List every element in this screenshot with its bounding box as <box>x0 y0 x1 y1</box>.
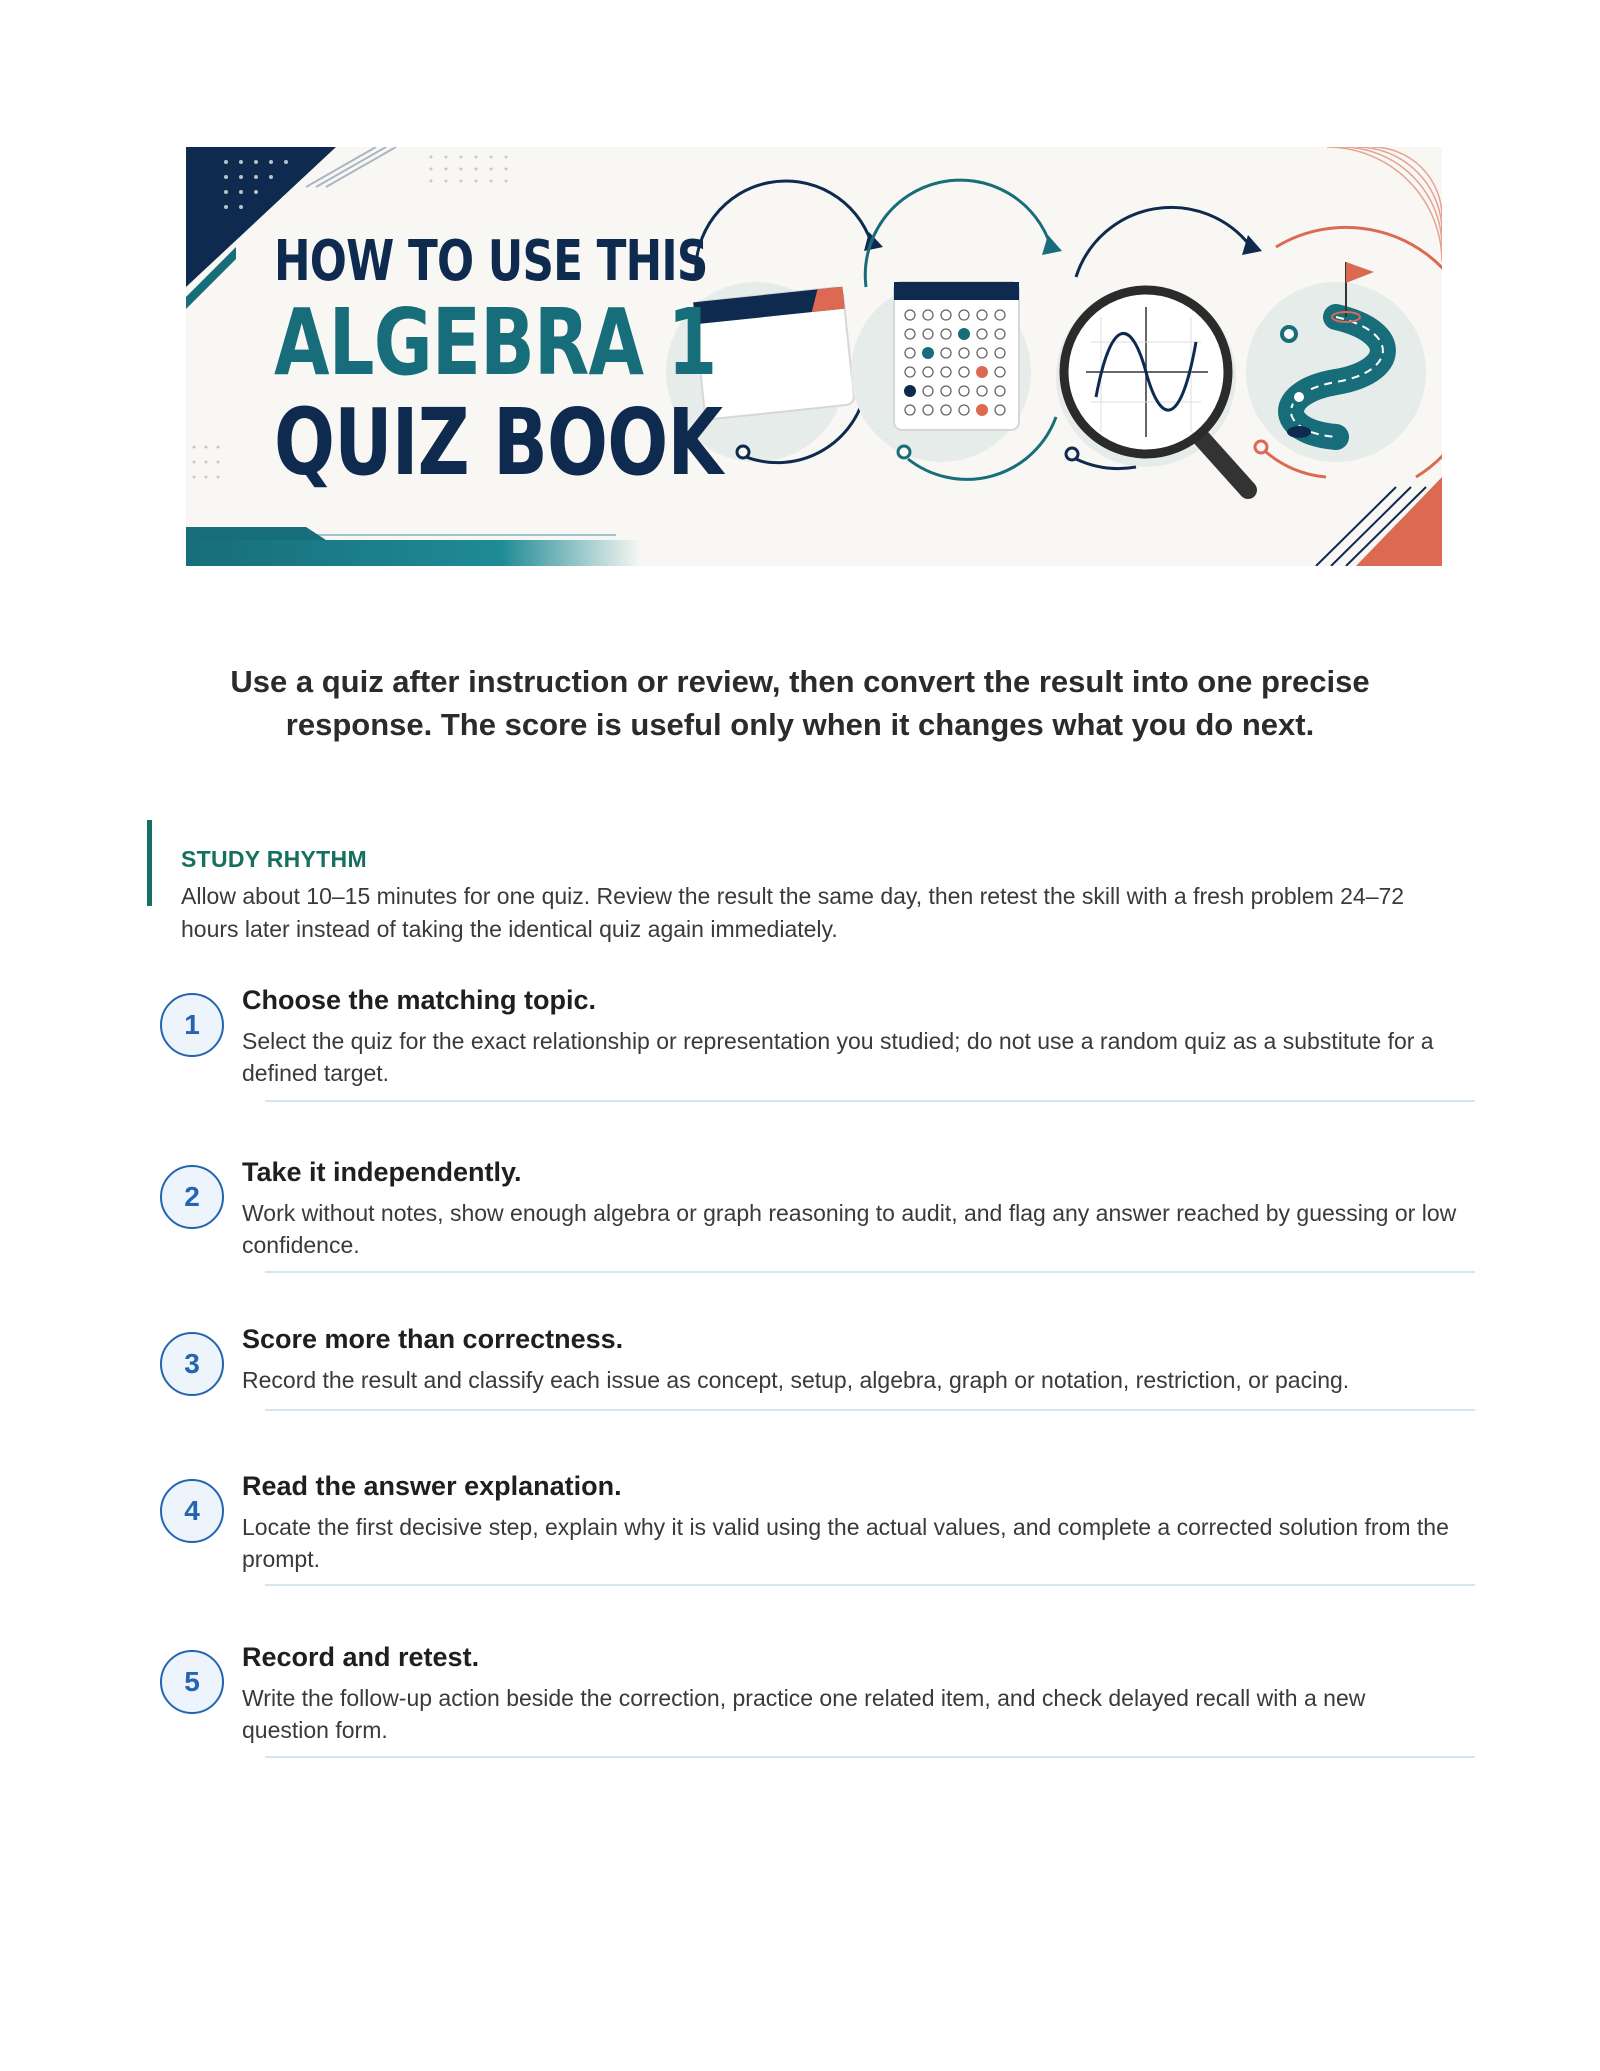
step-divider <box>265 1271 1475 1273</box>
step-number-badge: 1 <box>160 993 224 1057</box>
step-title: Read the answer explanation. <box>242 1471 622 1501</box>
step-title: Score more than correctness. <box>242 1324 624 1354</box>
step-body: Work without notes, show enough algebra or graph reasoning to audit, and flag any answer reached by guessing or low confidence. <box>242 1200 1457 1258</box>
step-divider <box>265 1409 1475 1411</box>
step-number-badge: 3 <box>160 1332 224 1396</box>
banner-title-line1: HOW TO USE THIS <box>274 229 708 294</box>
step-divider <box>265 1584 1475 1586</box>
step-body: Record the result and classify each issue as concept, setup, algebra, graph or notation, restriction, or pacing. <box>242 1367 1350 1393</box>
study-rhythm-label: STUDY RHYTHM <box>181 846 367 872</box>
step-title: Record and retest. <box>242 1642 480 1672</box>
step-title: Choose the matching topic. <box>242 985 597 1015</box>
step-number-badge: 5 <box>160 1650 224 1714</box>
winding-path-flag-icon <box>1246 227 1442 477</box>
banner-title-line2: ALGEBRA 1 <box>274 289 717 396</box>
study-rhythm-body: Allow about 10–15 minutes for one quiz. Review the result the same day, then retest the skill with a fresh problem 24–72 hours later instead of taking the identical quiz again immediately. <box>181 883 1405 942</box>
magnifier-graph-icon <box>1056 207 1262 490</box>
lead-paragraph: Use a quiz after instruction or review, then convert the result into one precise response. The score is useful only when it changes what you do next. <box>230 664 1370 742</box>
answer-sheet-icon <box>851 180 1062 479</box>
step-body: Write the follow-up action beside the correction, practice one related item, and check delayed recall with a new question form. <box>242 1685 1366 1743</box>
step-number-badge: 4 <box>160 1479 224 1543</box>
step-title: Take it independently. <box>242 1157 522 1187</box>
step-number-badge: 2 <box>160 1165 224 1229</box>
step-divider <box>265 1100 1475 1102</box>
step-body: Locate the first decisive step, explain why it is valid using the actual values, and complete a corrected solution from the prompt. <box>242 1514 1449 1572</box>
step-divider <box>265 1756 1475 1758</box>
banner-title-line3: QUIZ BOOK <box>274 389 723 496</box>
step-body: Select the quiz for the exact relationship or representation you studied; do not use a random quiz as a substitute for a defined target. <box>242 1028 1434 1086</box>
header-banner <box>186 147 1442 566</box>
callout-accent-bar <box>147 820 152 906</box>
